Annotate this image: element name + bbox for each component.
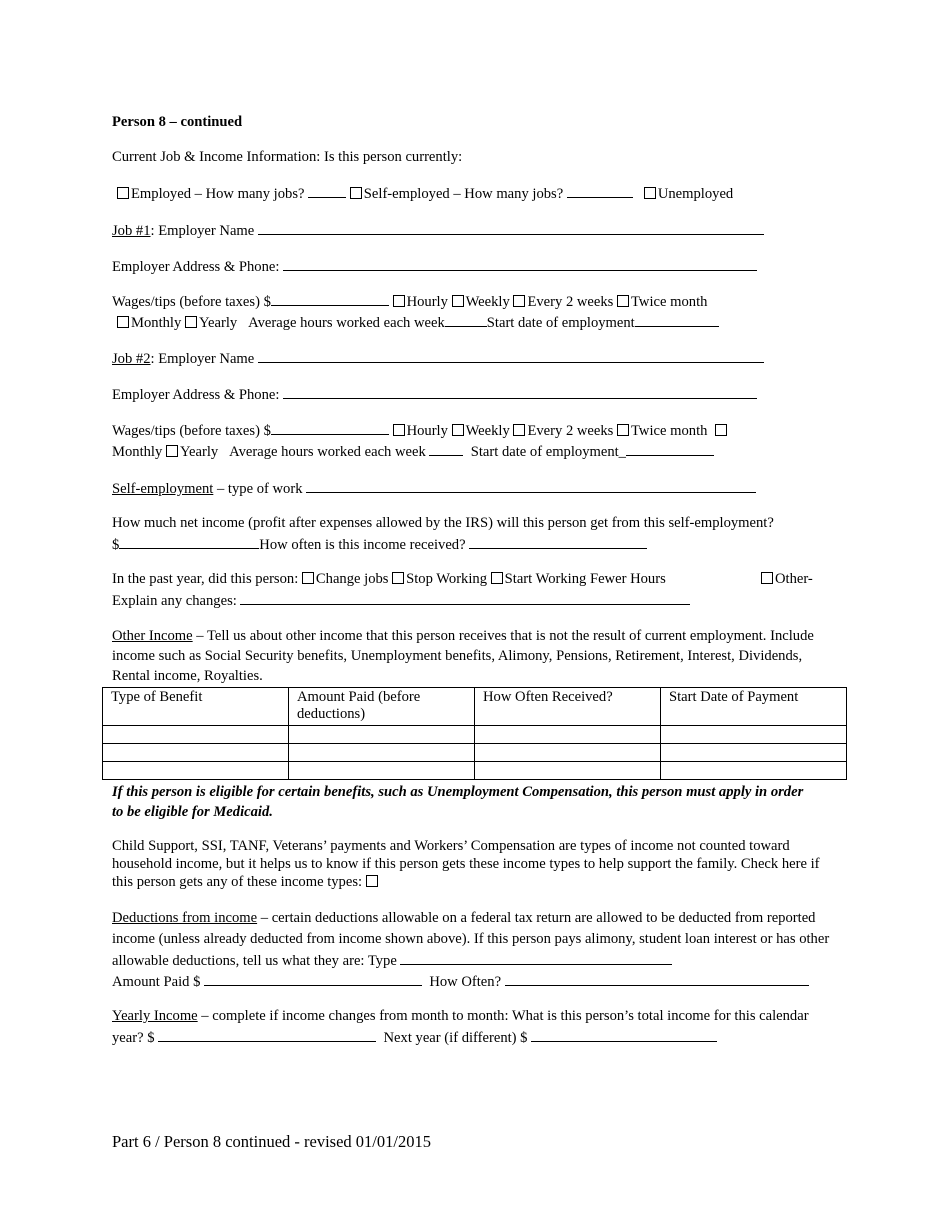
job2-employer-name-label: : Employer Name bbox=[150, 351, 255, 367]
job2-hourly-label: Hourly bbox=[406, 423, 448, 439]
table-header-cell: How Often Received? bbox=[475, 688, 661, 726]
change-jobs-label: Change jobs bbox=[315, 571, 389, 587]
past-year-question: In the past year, did this person: bbox=[112, 571, 299, 587]
employment-status-row bbox=[117, 183, 850, 204]
job1-start-date-field[interactable] bbox=[635, 312, 719, 327]
job1-twice-label: Twice month bbox=[631, 294, 708, 310]
job1-hourly-label: Hourly bbox=[406, 294, 448, 310]
job2-yearly-label: Yearly bbox=[179, 444, 219, 460]
table-cell[interactable] bbox=[661, 744, 847, 762]
self-employed-jobs-field[interactable] bbox=[567, 183, 633, 198]
job2-weekly-label: Weekly bbox=[465, 423, 510, 439]
other-income-text: – Tell us about other income that this person receives that is not the result of current employment. Include income such as Social Security benefits, Unemployment benefits, Alimony, Pensions, Retirement, Interest, Dividends, Rental income, Royalties. bbox=[112, 628, 814, 684]
deductions-paragraph bbox=[112, 908, 830, 972]
job1-avg-hours-field[interactable] bbox=[445, 312, 487, 327]
other-change-option bbox=[761, 569, 813, 589]
job1-wages-row bbox=[112, 291, 850, 312]
job1-label: Job #1 bbox=[112, 223, 151, 239]
not-counted-text: Child Support, SSI, TANF, Veterans’ payments and Workers’ Compensation are types of income not counted toward household income, but it helps us to know if this person gets these income types to help support the family. Check here if this person gets any of these income types: bbox=[112, 838, 820, 890]
self-employed-label: Self-employed – How many jobs? bbox=[363, 186, 564, 202]
table-row bbox=[103, 726, 847, 744]
job2-wages-row bbox=[112, 420, 850, 441]
how-often-field[interactable] bbox=[469, 534, 647, 549]
job1-twice-checkbox[interactable] bbox=[617, 295, 629, 307]
table-header-cell: Amount Paid (before deductions) bbox=[289, 688, 475, 726]
job2-start-date-field[interactable] bbox=[626, 441, 714, 456]
table-cell[interactable] bbox=[103, 744, 289, 762]
explain-changes-label: Explain any changes: bbox=[112, 593, 237, 609]
job2-monthly-checkbox[interactable] bbox=[715, 424, 727, 436]
other-income-paragraph bbox=[112, 626, 832, 686]
deductions-text: – certain deductions allowable on a federal tax return are allowed to be deducted from reported income (unless already deducted from income shown above). If this person pays alimony, student loan interest or has other allowable deductions, tell us what they are: Type bbox=[112, 910, 830, 969]
table-cell[interactable] bbox=[475, 726, 661, 744]
job1-frequency-row bbox=[117, 312, 850, 333]
amount-paid-field[interactable] bbox=[204, 971, 422, 986]
past-year-row bbox=[112, 569, 850, 589]
eligibility-note: If this person is eligible for certain benefits, such as Unemployment Compensation, this person must apply in order to be eligible for Medicaid. bbox=[112, 784, 804, 820]
job2-avg-hours-field[interactable] bbox=[429, 441, 463, 456]
job2-wages-label: Wages/tips (before taxes) $ bbox=[112, 423, 271, 439]
job1-hourly-checkbox[interactable] bbox=[393, 295, 405, 307]
job1-employer-name-field[interactable] bbox=[258, 220, 764, 235]
self-employment-question: How much net income (profit after expenses allowed by the IRS) will this person get from this self-employment? bbox=[112, 515, 774, 531]
table-cell[interactable] bbox=[661, 762, 847, 780]
job1-weekly-checkbox[interactable] bbox=[452, 295, 464, 307]
deduction-how-often-label: How Often? bbox=[429, 974, 502, 990]
table-row bbox=[103, 744, 847, 762]
employed-jobs-field[interactable] bbox=[308, 183, 346, 198]
job1-yearly-checkbox[interactable] bbox=[185, 316, 197, 328]
job2-every2-label: Every 2 weeks bbox=[527, 423, 614, 439]
job2-twice-label: Twice month bbox=[631, 423, 708, 439]
job2-address-row bbox=[112, 384, 850, 405]
job2-avg-hours-label: Average hours worked each week bbox=[229, 444, 426, 460]
job1-address-label: Employer Address & Phone: bbox=[112, 259, 280, 275]
yearly-income-text: – complete if income changes from month to month: What is this person’s total income for this calendar year? $ bbox=[112, 1008, 809, 1046]
not-counted-checkbox[interactable] bbox=[366, 875, 378, 887]
this-year-income-field[interactable] bbox=[158, 1027, 376, 1042]
intro-text: Current Job & Income Information: Is this person currently: bbox=[112, 149, 463, 165]
yearly-income-paragraph bbox=[112, 1006, 830, 1049]
table-row bbox=[103, 762, 847, 780]
job1-monthly-label: Monthly bbox=[131, 315, 182, 331]
how-often-label: How often is this income received? bbox=[259, 537, 466, 553]
job2-employer-name-field[interactable] bbox=[258, 348, 764, 363]
job2-frequency-row bbox=[112, 441, 850, 462]
table-cell[interactable] bbox=[661, 726, 847, 744]
table-header-cell: Type of Benefit bbox=[103, 688, 289, 726]
job1-wages-field[interactable] bbox=[271, 291, 389, 306]
table-cell[interactable] bbox=[103, 726, 289, 744]
job2-start-date-label: Start date of employment_ bbox=[470, 444, 626, 460]
change-jobs-checkbox[interactable] bbox=[302, 572, 314, 584]
job1-monthly-checkbox[interactable] bbox=[117, 316, 129, 328]
job2-hourly-checkbox[interactable] bbox=[393, 424, 405, 436]
employed-checkbox[interactable] bbox=[117, 187, 129, 199]
table-cell[interactable] bbox=[289, 762, 475, 780]
table-cell[interactable] bbox=[289, 744, 475, 762]
not-counted-paragraph bbox=[112, 837, 830, 891]
explain-changes-field[interactable] bbox=[240, 590, 690, 605]
other-change-checkbox[interactable] bbox=[761, 572, 773, 584]
table-header-row bbox=[103, 688, 847, 726]
deductions-label: Deductions from income bbox=[112, 910, 258, 926]
fewer-hours-checkbox[interactable] bbox=[491, 572, 503, 584]
job1-yearly-label: Yearly bbox=[198, 315, 238, 331]
job2-employer-row bbox=[112, 348, 850, 369]
job1-address-row bbox=[112, 256, 850, 277]
unemployed-checkbox[interactable] bbox=[644, 187, 656, 199]
other-income-label: Other Income bbox=[112, 628, 193, 644]
deduction-how-often-field[interactable] bbox=[505, 971, 809, 986]
unemployed-label: Unemployed bbox=[657, 186, 734, 202]
table-cell[interactable] bbox=[289, 726, 475, 744]
explain-changes-row bbox=[112, 590, 850, 611]
job1-every2-label: Every 2 weeks bbox=[527, 294, 614, 310]
job2-every2-checkbox[interactable] bbox=[513, 424, 525, 436]
job1-weekly-label: Weekly bbox=[465, 294, 510, 310]
job1-employer-row bbox=[112, 220, 850, 241]
table-cell[interactable] bbox=[475, 762, 661, 780]
deduction-amount-row bbox=[112, 971, 850, 992]
stop-working-checkbox[interactable] bbox=[392, 572, 404, 584]
self-employment-income-row bbox=[112, 534, 850, 555]
employed-label: Employed – How many jobs? bbox=[131, 186, 305, 202]
job1-employer-name-label: : Employer Name bbox=[150, 223, 255, 239]
amount-paid-label: Amount Paid $ bbox=[112, 974, 201, 990]
other-income-table bbox=[102, 687, 847, 780]
next-year-income-field[interactable] bbox=[531, 1027, 717, 1042]
job1-avg-hours-label: Average hours worked each week bbox=[248, 315, 445, 331]
net-income-dollar-label: $ bbox=[112, 537, 120, 553]
job2-yearly-checkbox[interactable] bbox=[166, 445, 178, 457]
job2-address-field[interactable] bbox=[283, 384, 757, 399]
self-employed-checkbox[interactable] bbox=[350, 187, 362, 199]
table-cell[interactable] bbox=[475, 744, 661, 762]
net-income-field[interactable] bbox=[119, 534, 259, 549]
job1-start-date-label: Start date of employment bbox=[486, 315, 635, 331]
other-change-label: Other- bbox=[775, 571, 813, 587]
deduction-type-field[interactable] bbox=[400, 950, 672, 965]
job1-every2-checkbox[interactable] bbox=[513, 295, 525, 307]
job2-address-label: Employer Address & Phone: bbox=[112, 387, 280, 403]
job2-twice-checkbox[interactable] bbox=[617, 424, 629, 436]
next-year-label: Next year (if different) $ bbox=[383, 1030, 528, 1046]
job1-address-field[interactable] bbox=[283, 256, 757, 271]
yearly-income-label: Yearly Income bbox=[112, 1008, 198, 1024]
job2-label: Job #2 bbox=[112, 351, 151, 367]
table-header-cell: Start Date of Payment bbox=[661, 688, 847, 726]
table-cell[interactable] bbox=[103, 762, 289, 780]
self-employment-row bbox=[112, 478, 850, 499]
page-footer: Part 6 / Person 8 continued - revised 01/01/2015 bbox=[112, 1132, 431, 1151]
job2-monthly-label: Monthly bbox=[112, 444, 163, 460]
self-employment-type-label: – type of work bbox=[213, 481, 303, 497]
job1-wages-label: Wages/tips (before taxes) $ bbox=[112, 294, 271, 310]
page-title: Person 8 – continued bbox=[112, 114, 243, 130]
job2-weekly-checkbox[interactable] bbox=[452, 424, 464, 436]
job2-wages-field[interactable] bbox=[271, 420, 389, 435]
stop-working-label: Stop Working bbox=[406, 571, 487, 587]
fewer-hours-label: Start Working Fewer Hours bbox=[504, 571, 666, 587]
self-employment-label: Self-employment bbox=[112, 481, 214, 497]
self-employment-type-field[interactable] bbox=[306, 478, 756, 493]
